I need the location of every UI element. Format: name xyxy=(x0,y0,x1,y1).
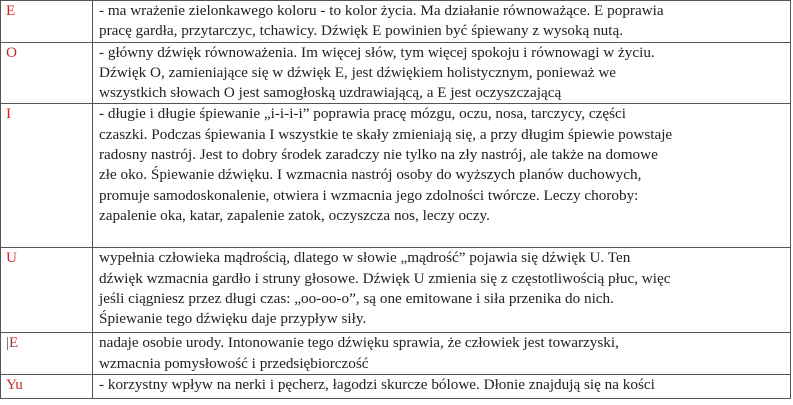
description-text: nadaje osobie urody. Intonowanie tego dźwięku sprawia, że człowiek jest towarzyski, wzmacnia pomysłowość i przedsiębiorczość xyxy=(99,334,619,372)
vowel-description xyxy=(93,375,791,399)
description-text: - korzystny wpływ na nerki i pęcherz, łagodzi skurcze bólowe. Dłonie znajdują się na kości xyxy=(99,376,655,394)
vowel-description xyxy=(93,333,791,375)
vowel-letter: Yu xyxy=(1,375,93,399)
table-row xyxy=(1,248,791,333)
description-text: - ma wrażenie zielonkawego koloru - to kolor życia. Ma działanie równoważące. E poprawia pracę gardła, przytarczyc, tchawicy. Dźwięk E powinien być śpiewany z wysoką nutą. xyxy=(99,2,664,40)
description-text: - główny dźwięk równoważenia. Im więcej słów, tym więcej spokoju i równowagi w życiu. Dźwięk O, zamieniające się w dźwięk E, jest dźwiękiem holistycznym, ponieważ we wszystkich słowach O jest samogłoską uzdrawiającą, a E jest oczyszczającą xyxy=(99,43,655,102)
description-text: wypełnia człowieka mądrością, dlatego w słowie „mądrość” pojawia się dźwięk U. Ten dźwięk wzmacnia gardło i struny głosowe. Dźwięk U zmienia się z częstotliwością płuc, więc jeśli ciągniesz przez długi czas: „oo-oo-o”, są one emitowane i siła przenika do nich. Śpiewanie tego dźwięku daje przypływ siły. xyxy=(99,249,671,328)
table-row xyxy=(1,104,791,248)
vowel-letter: I xyxy=(1,104,93,248)
vowel-letter: E xyxy=(1,1,93,43)
vowel-description xyxy=(93,104,791,248)
table-row xyxy=(1,1,791,43)
table-row xyxy=(1,375,791,399)
vowel-letter: |E xyxy=(1,333,93,375)
vowel-description xyxy=(93,248,791,333)
vowel-description xyxy=(93,1,791,43)
table-row xyxy=(1,42,791,104)
vowel-letter: O xyxy=(1,42,93,104)
table-row xyxy=(1,333,791,375)
description-text: - długie i długie śpiewanie „i-i-i-i” poprawia pracę mózgu, oczu, nosa, tarczycy, części czaszki. Podczas śpiewania I wszystkie te skały zmieniają się, a przy długim śpiewie powstaje radosny nastrój. Jest to dobry środek zaradczy nie tylko na zły nastrój, ale także na domowe złe oko. Śpiewanie dźwięku. I wzmacnia nastrój osoby do wyższych planów duchowych, promuje samodoskonalenie, otwiera i wzmacnia jego zdolności twórcze. Leczy choroby: zapalenie oka, katar, zapalenie zatok, oczyszcza nos, leczy oczy. xyxy=(99,105,673,224)
vowel-description xyxy=(93,42,791,104)
vowel-letter: U xyxy=(1,248,93,333)
